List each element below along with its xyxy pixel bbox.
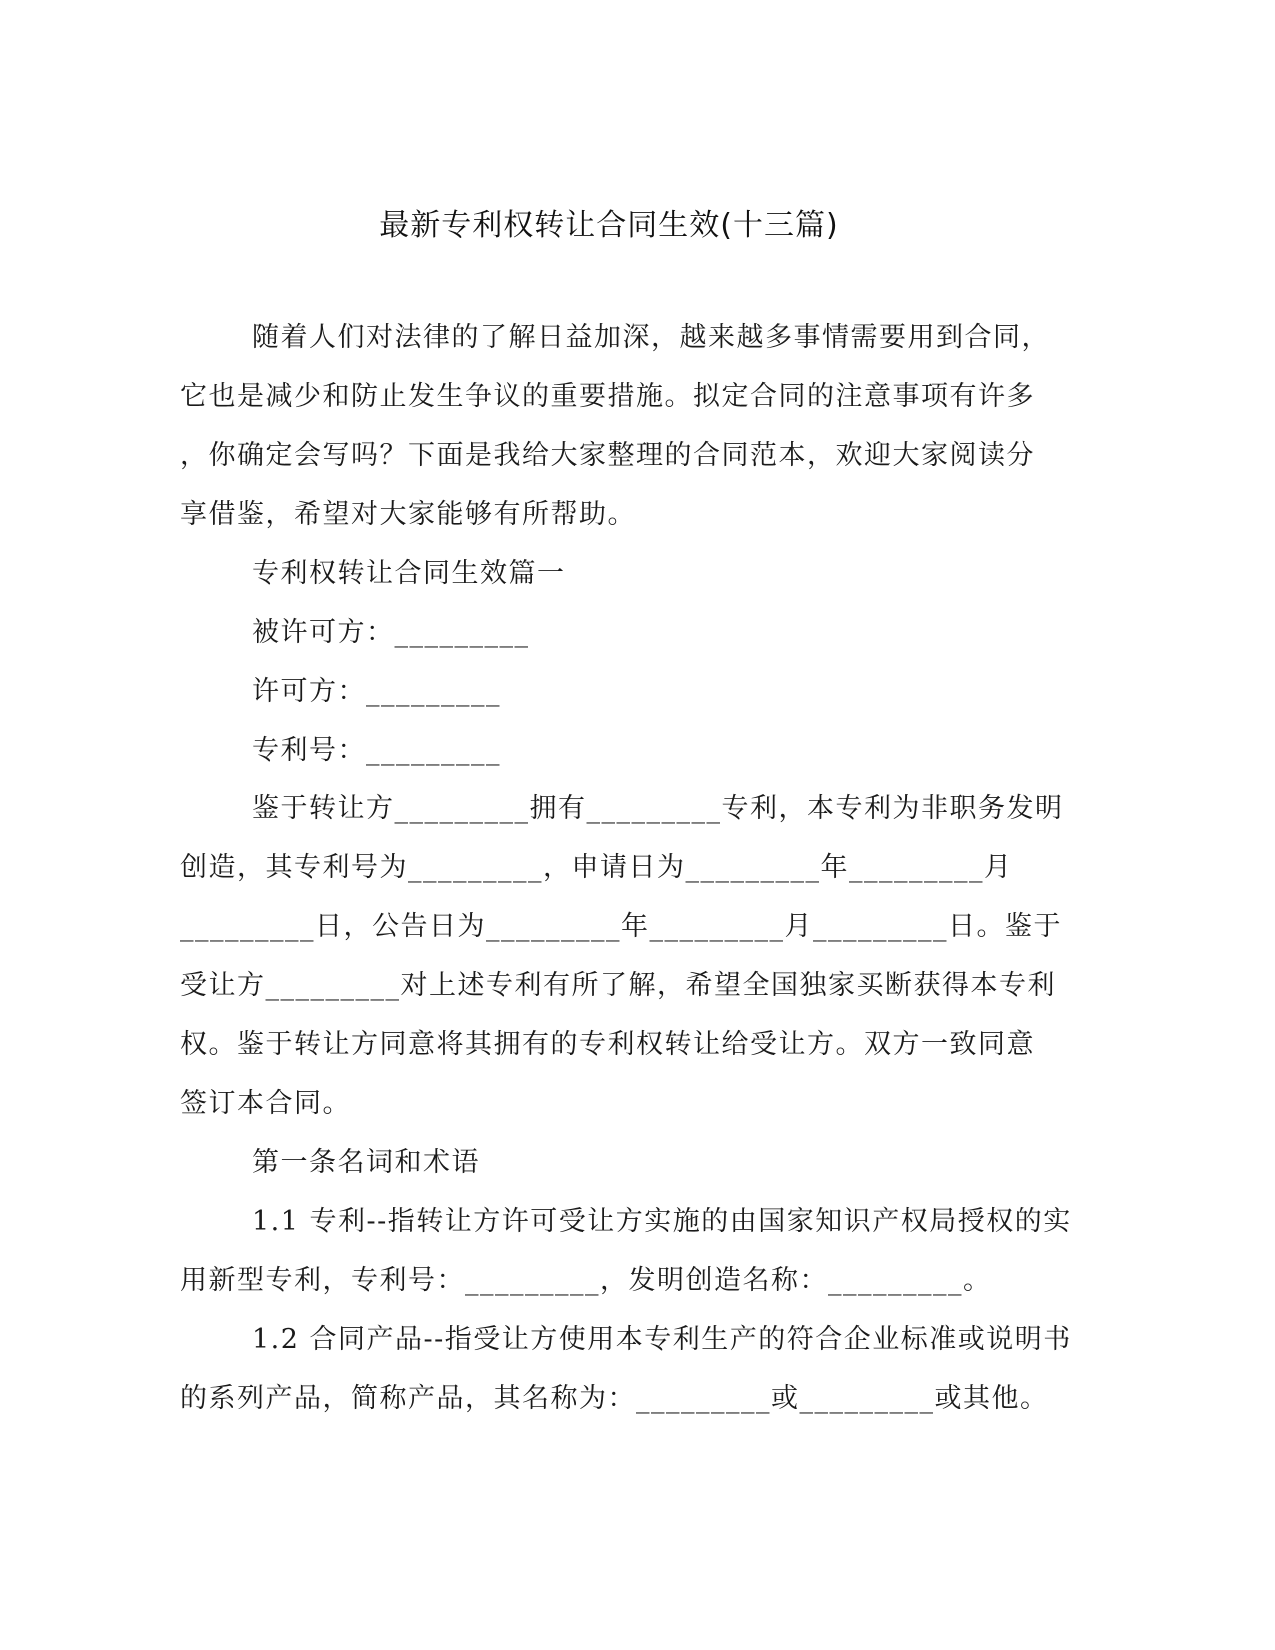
licensee-field: 被许可方：_________ — [252, 617, 530, 648]
clause-line: 1.2 合同产品--指受让方使用本专利生产的符合企业标准或说明书 — [252, 1324, 1072, 1355]
document-title: 最新专利权转让合同生效(十三篇) — [379, 208, 839, 243]
paragraph-line: 权。鉴于转让方同意将其拥有的专利权转让给受让方。双方一致同意 — [180, 1029, 1035, 1060]
paragraph-line: 受让方_________对上述专利有所了解，希望全国独家买断获得本专利 — [180, 970, 1056, 1001]
paragraph-line: 它也是减少和防止发生争议的重要措施。拟定合同的注意事项有许多 — [180, 381, 1035, 412]
clause-line: 用新型专利，专利号：_________，发明创造名称：_________。 — [180, 1265, 992, 1296]
paragraph-line: ，你确定会写吗？下面是我给大家整理的合同范本，欢迎大家阅读分 — [180, 440, 1035, 471]
paragraph-line: 随着人们对法律的了解日益加深，越来越多事情需要用到合同， — [252, 322, 1050, 353]
patent-number-field: 专利号：_________ — [252, 735, 501, 766]
clause-line: 的系列产品，简称产品，其名称为：_________或_________或其他。 — [180, 1383, 1049, 1414]
paragraph-line: 签订本合同。 — [180, 1088, 351, 1119]
clause-line: 1.1 专利--指转让方许可受让方实施的由国家知识产权局授权的实 — [252, 1206, 1072, 1237]
paragraph-line: 鉴于转让方_________拥有_________专利，本专利为非职务发明 — [252, 793, 1064, 824]
licensor-field: 许可方：_________ — [252, 676, 501, 707]
paragraph-line: 创造，其专利号为_________，申请日为_________年_________月 — [180, 852, 1013, 883]
section-heading: 专利权转让合同生效篇一 — [252, 558, 566, 589]
paragraph-line: 享借鉴，希望对大家能够有所帮助。 — [180, 499, 636, 530]
paragraph-line: _________日，公告日为_________年_________月_________日。鉴于 — [180, 911, 1062, 942]
article-heading: 第一条名词和术语 — [252, 1147, 480, 1178]
